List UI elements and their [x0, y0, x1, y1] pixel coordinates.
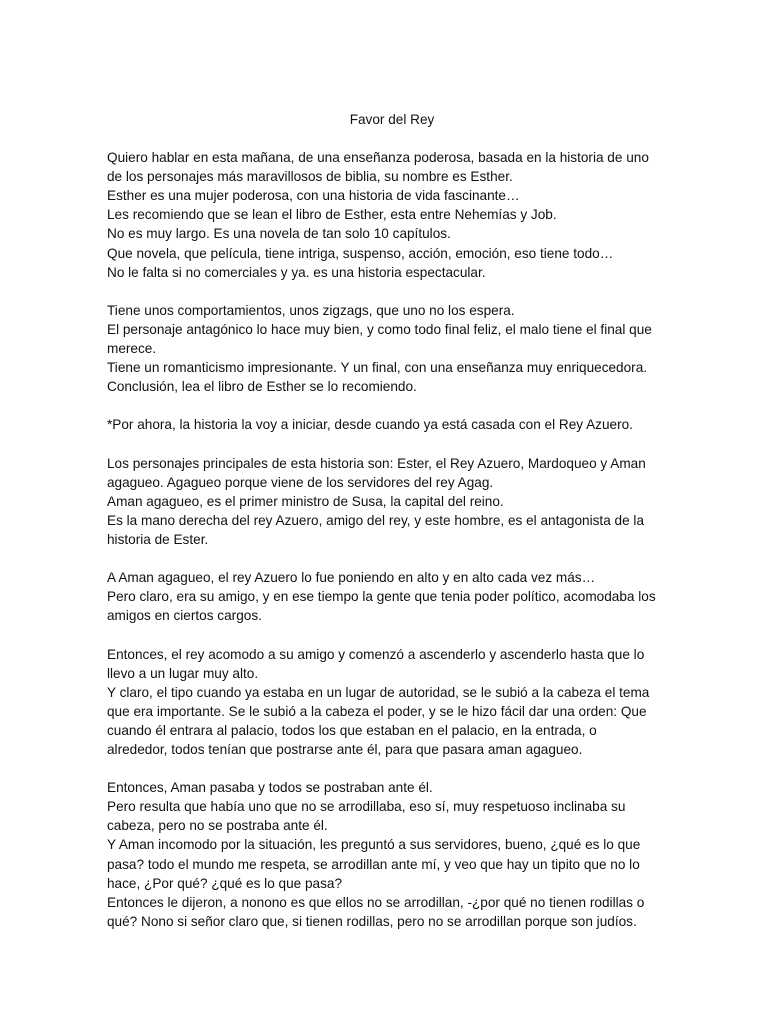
text-line: Entonces, Aman pasaba y todos se postraban ante él. — [107, 780, 433, 796]
text-line: El personaje antagónico lo hace muy bien, y como todo final feliz, el malo tiene el final que — [107, 321, 652, 337]
text-line: historia de Ester. — [107, 531, 209, 547]
text-line: Es la mano derecha del rey Azuero, amigo del rey, y este hombre, es el antagonista de la — [107, 512, 645, 528]
text-line: merece. — [107, 341, 157, 357]
text-line: Entonces le dijeron, a nonono es que ellos no se arrodillan, -¿por qué no tienen rodillas o — [107, 894, 645, 910]
text-line: amigos en ciertos cargos. — [107, 608, 262, 624]
paragraph-note — [107, 415, 663, 434]
paragraph-refusal — [107, 778, 663, 931]
text-line: hace, ¿Por qué? ¿qué es lo que pasa? — [107, 875, 343, 891]
text-line: cabeza, pero no se postraba ante él. — [107, 818, 328, 834]
text-line: A Aman agagueo, el rey Azuero lo fue poniendo en alto y en alto cada vez más… — [107, 570, 596, 586]
text-line: Tiene un romanticismo impresionante. Y un final, con una enseñanza muy enriquecedora. — [107, 360, 648, 376]
text-line: Y Aman incomodo por la situación, les preguntó a sus servidores, bueno, ¿qué es lo que — [107, 837, 641, 853]
text-line: Tiene unos comportamientos, unos zigzags, que uno no los espera. — [107, 302, 515, 318]
text-line: llevo a un lugar muy alto. — [107, 665, 259, 681]
paragraph-gap — [107, 549, 663, 568]
text-line: Entonces, el rey acomodo a su amigo y comenzó a ascenderlo y ascenderlo hasta que lo — [107, 646, 645, 662]
text-line: *Por ahora, la historia la voy a iniciar, desde cuando ya está casada con el Rey Azuero. — [107, 417, 633, 433]
text-line: agagueo. Agagueo porque viene de los servidores del rey Agag. — [107, 474, 494, 490]
text-line: cuando él entrara al palacio, todos los que estaban en el palacio, en la entrada, o — [107, 722, 597, 738]
document-title: Favor del Rey — [349, 112, 435, 127]
paragraph-intro — [107, 148, 663, 282]
paragraph-gap — [107, 759, 663, 778]
paragraph-gap — [107, 282, 663, 301]
paragraph-main-characters — [107, 454, 663, 549]
text-line: Los personajes principales de esta historia son: Ester, el Rey Azuero, Mardoqueo y Aman — [107, 455, 646, 471]
text-line: No es muy largo. Es una novela de tan solo 10 capítulos. — [107, 226, 451, 242]
text-line: Esther es una mujer poderosa, con una historia de vida fascinante… — [107, 188, 520, 204]
paragraph-order — [107, 645, 663, 760]
text-line: Aman agagueo, es el primer ministro de Susa, la capital del reino. — [107, 493, 504, 509]
text-line: Les recomiendo que se lean el libro de Esther, esta entre Nehemías y Job. — [107, 207, 557, 223]
text-line: que era importante. Se le subió a la cabeza el poder, y se le hizo fácil dar una orden: Que — [107, 703, 647, 719]
paragraph-gap — [107, 625, 663, 644]
paragraph-gap — [107, 435, 663, 454]
text-line: Y claro, el tipo cuando ya estaba en un lugar de autoridad, se le subió a la cabeza el tema — [107, 684, 650, 700]
document-body — [107, 110, 663, 931]
text-line: Que novela, que película, tiene intriga, suspenso, acción, emoción, eso tiene todo… — [107, 245, 614, 261]
text-line: Pero resulta que había uno que no se arrodillaba, eso sí, muy respetuoso inclinaba su — [107, 799, 626, 815]
text-line: de los personajes más maravillosos de biblia, su nombre es Esther. — [107, 169, 513, 185]
text-line: Conclusión, lea el libro de Esther se lo recomiendo. — [107, 379, 417, 395]
text-line: Quiero hablar en esta mañana, de una enseñanza poderosa, basada en la historia de uno — [107, 150, 649, 166]
text-line: qué? Nono si señor claro que, si tienen rodillas, pero no se arrodillan porque son judíos. — [107, 913, 637, 929]
paragraph-characters — [107, 301, 663, 396]
text-line: alrededor, todos tenían que postrarse ante él, para que pasara aman agagueo. — [107, 742, 583, 757]
text-line: Pero claro, era su amigo, y en ese tiempo la gente que tenia poder político, acomodaba los — [107, 589, 656, 605]
text-line: pasa? todo el mundo me respeta, se arrodillan ante mí, y veo que hay un tipito que no lo — [107, 856, 640, 872]
text-line: No le falta si no comerciales y ya. es una historia espectacular. — [107, 264, 486, 280]
paragraph-gap — [107, 396, 663, 415]
paragraph-aman-rise — [107, 568, 663, 625]
